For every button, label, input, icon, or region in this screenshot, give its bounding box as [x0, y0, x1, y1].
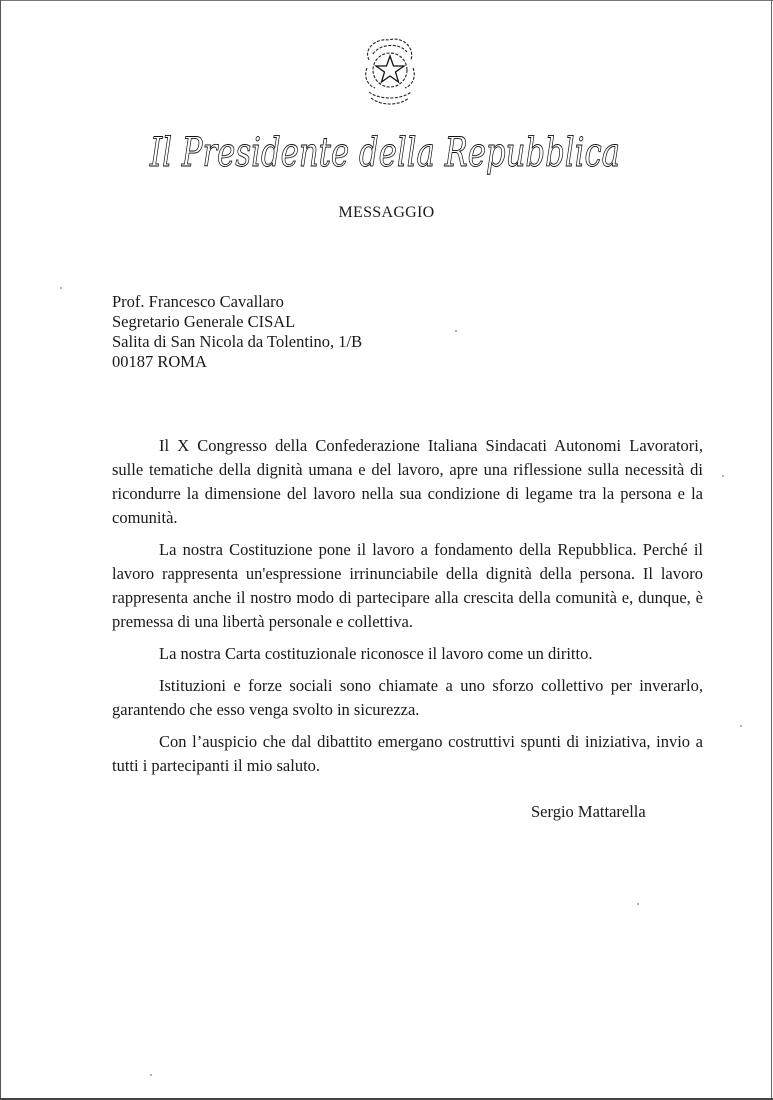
body-paragraph: Istituzioni e forze sociali sono chiamate a uno sforzo collettivo per inverarlo, garantendo che esso venga svolto in sicurezza.	[112, 676, 703, 719]
scan-speck	[150, 1074, 152, 1076]
page-border-top	[0, 0, 773, 1]
republic-emblem-icon	[355, 30, 425, 110]
recipient-street: Salita di San Nicola da Tolentino, 1/B	[112, 332, 363, 351]
scan-speck	[637, 903, 639, 905]
letterhead-title-text: Il Presidente della Repubblica	[149, 130, 620, 176]
scan-speck	[722, 475, 724, 477]
page-border-left	[0, 0, 1, 1100]
scan-speck	[740, 725, 742, 727]
recipient-title: Segretario Generale CISAL	[112, 312, 296, 331]
recipient-city: 00187 ROMA	[112, 352, 207, 371]
scan-speck	[455, 330, 457, 332]
body-paragraph: Con l’auspicio che dal dibattito emergano costruttivi spunti di iniziativa, invio a tutti i partecipanti il mio saluto.	[112, 732, 703, 775]
body-paragraph: La nostra Costituzione pone il lavoro a fondamento della Repubblica. Perché il lavoro rappresenta un'espressione irrinunciabile della dignità della persona. Il lavoro rappresenta anche il nostro modo di partecipare alla crescita della comunità e, dunque, è premessa di una libertà personale e collettiva.	[112, 540, 703, 631]
recipient-address	[112, 292, 362, 372]
document-type-heading: MESSAGGIO	[338, 204, 435, 221]
recipient-name: Prof. Francesco Cavallaro	[112, 292, 284, 311]
body-paragraph: Il X Congresso della Confederazione Italiana Sindacati Autonomi Lavoratori, sulle tematiche della dignità umana e del lavoro, apre una riflessione sulla necessità di ricondurre la dimensione del lavoro nella sua condizione di legame tra la persona e la comunità.	[112, 436, 703, 527]
letterhead-title	[140, 118, 630, 188]
page-border-right	[771, 0, 772, 1100]
scan-speck	[60, 287, 62, 289]
message-body	[112, 434, 703, 786]
signature: Sergio Mattarella	[531, 802, 646, 821]
body-paragraph: La nostra Carta costituzionale riconosce il lavoro come un diritto.	[159, 644, 593, 663]
